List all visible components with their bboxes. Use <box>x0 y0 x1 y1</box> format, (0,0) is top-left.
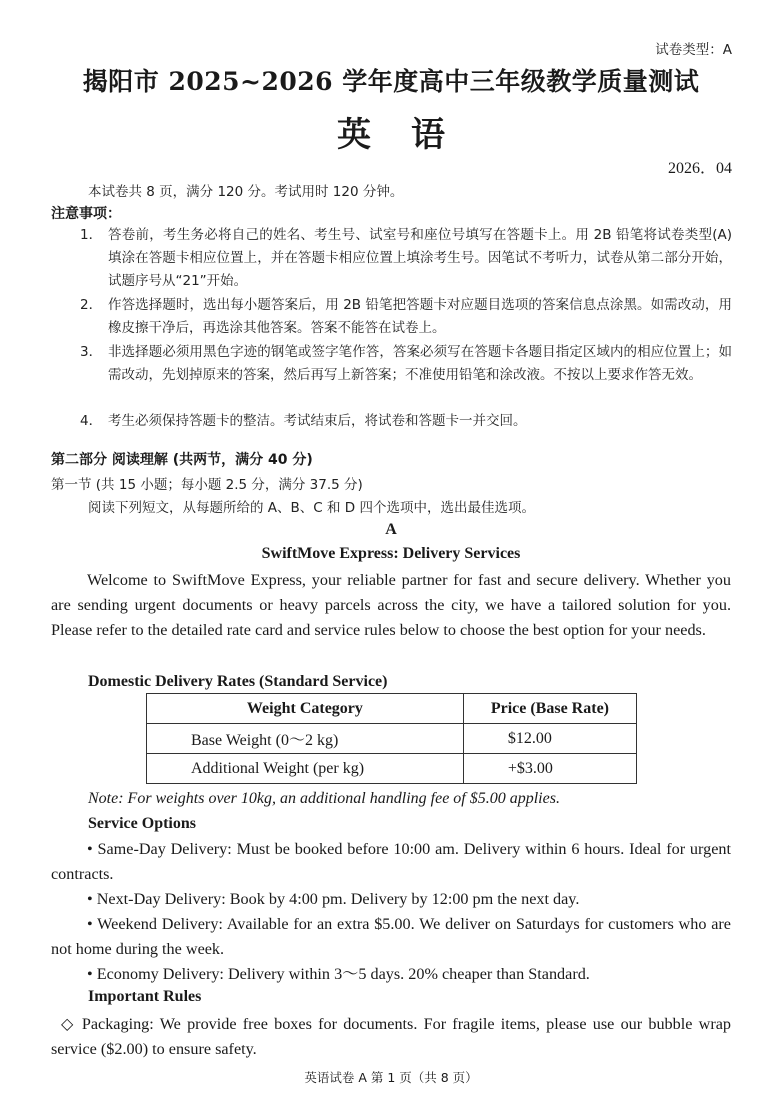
table-cell: +$3.00 <box>463 754 636 784</box>
part2-heading: 第二部分 阅读理解 (共两节，满分 40 分) <box>51 452 313 468</box>
table-row <box>147 754 637 784</box>
service-item: • Next-Day Delivery: Book by 4:00 pm. Delivery by 12:00 pm the next day. <box>87 890 580 908</box>
table-row <box>147 724 637 754</box>
note-text: 考生必须保持答题卡的整洁。考试结束后，将试卷和答题卡一并交回。 <box>108 413 527 429</box>
note-text: 作答选择题时，选出每小题答案后，用 2B 铅笔把答题卡对应题目选项的答案信息点涂黑。如需改动，用橡皮擦干净后，再选涂其他答案。答案不能答在试卷上。 <box>108 297 732 336</box>
rule-item: ◇ Packaging: We provide free boxes for documents. For fragile items, please use our bubble wrap service ($2.00) to ensure safety. <box>51 1015 731 1058</box>
table-cell: Additional Weight (per kg) <box>147 754 464 784</box>
note-item <box>80 294 732 340</box>
page-footer: 英语试卷 A 第 1 页（共 8 页） <box>304 1070 478 1085</box>
passage-intro: Welcome to SwiftMove Express, your reliable partner for fast and secure delivery. Whether you are sending urgent documents or heavy parcels across the city, we have a tailored solution for you. Please refer to the detailed rate card and service rules below to choose the best option for your needs. <box>51 571 731 639</box>
note-number: 2． <box>80 297 103 313</box>
rules-heading: Important Rules <box>88 988 202 1005</box>
passage-label: A <box>385 521 397 538</box>
rates-table <box>146 693 637 784</box>
note-text: 非选择题必须用黑色字迹的钢笔或签字笔作答，答案必须写在答题卡各题目指定区域内的相应位置上；如需改动，先划掉原来的答案，然后再写上新答案；不准使用铅笔和涂改液。不按以上要求作答无效。 <box>108 344 732 383</box>
service-item: • Economy Delivery: Delivery within 3～5 days. 20% cheaper than Standard. <box>87 965 590 983</box>
passage-title: SwiftMove Express: Delivery Services <box>261 545 521 562</box>
note-number: 1． <box>80 227 103 243</box>
note-item <box>80 341 732 387</box>
table-header-row <box>147 694 637 724</box>
service-heading: Service Options <box>88 815 196 832</box>
table-cell: Base Weight (0～2 kg) <box>147 724 464 754</box>
exam-title: 揭阳市 2025~2026 学年度高中三年级教学质量测试 <box>82 67 700 96</box>
service-item: • Same-Day Delivery: Must be booked before 10:00 am. Delivery within 6 hours. Ideal for urgent contracts. <box>51 840 731 883</box>
table-header: Weight Category <box>147 694 464 724</box>
note-item <box>80 224 732 293</box>
note-number: 4． <box>80 413 103 429</box>
section1-heading: 第一节 (共 15 小题；每小题 2.5 分，满分 37.5 分) <box>51 477 363 493</box>
rates-heading: Domestic Delivery Rates (Standard Service) <box>88 673 388 690</box>
paper-type: 试卷类型：A <box>655 42 732 58</box>
notes-heading: 注意事项： <box>51 206 121 222</box>
note-item <box>80 410 732 433</box>
note-text: 答卷前，考生务必将自己的姓名、考生号、试室号和座位号填写在答题卡上。用 2B 铅笔将试卷类型(A)填涂在答题卡相应位置上，并在答题卡相应位置上填涂考生号。因笔试不考听力，试卷从第二部分开始，试题序号从“21”开始。 <box>108 227 732 289</box>
exam-intro: 本试卷共 8 页，满分 120 分。考试用时 120 分钟。 <box>88 184 404 200</box>
service-item: • Weekend Delivery: Available for an extra $5.00. We deliver on Saturdays for customers who are not home during the week. <box>51 915 731 958</box>
reading-instruction: 阅读下列短文，从每题所给的 A、B、C 和 D 四个选项中，选出最佳选项。 <box>88 500 535 516</box>
subject-title: 英语 <box>337 115 485 155</box>
table-header: Price (Base Rate) <box>463 694 636 724</box>
table-cell: $12.00 <box>463 724 636 754</box>
rates-note: Note: For weights over 10kg, an additional handling fee of $5.00 applies. <box>88 790 560 807</box>
exam-date: 2026．04 <box>667 160 732 177</box>
note-number: 3． <box>80 344 103 360</box>
